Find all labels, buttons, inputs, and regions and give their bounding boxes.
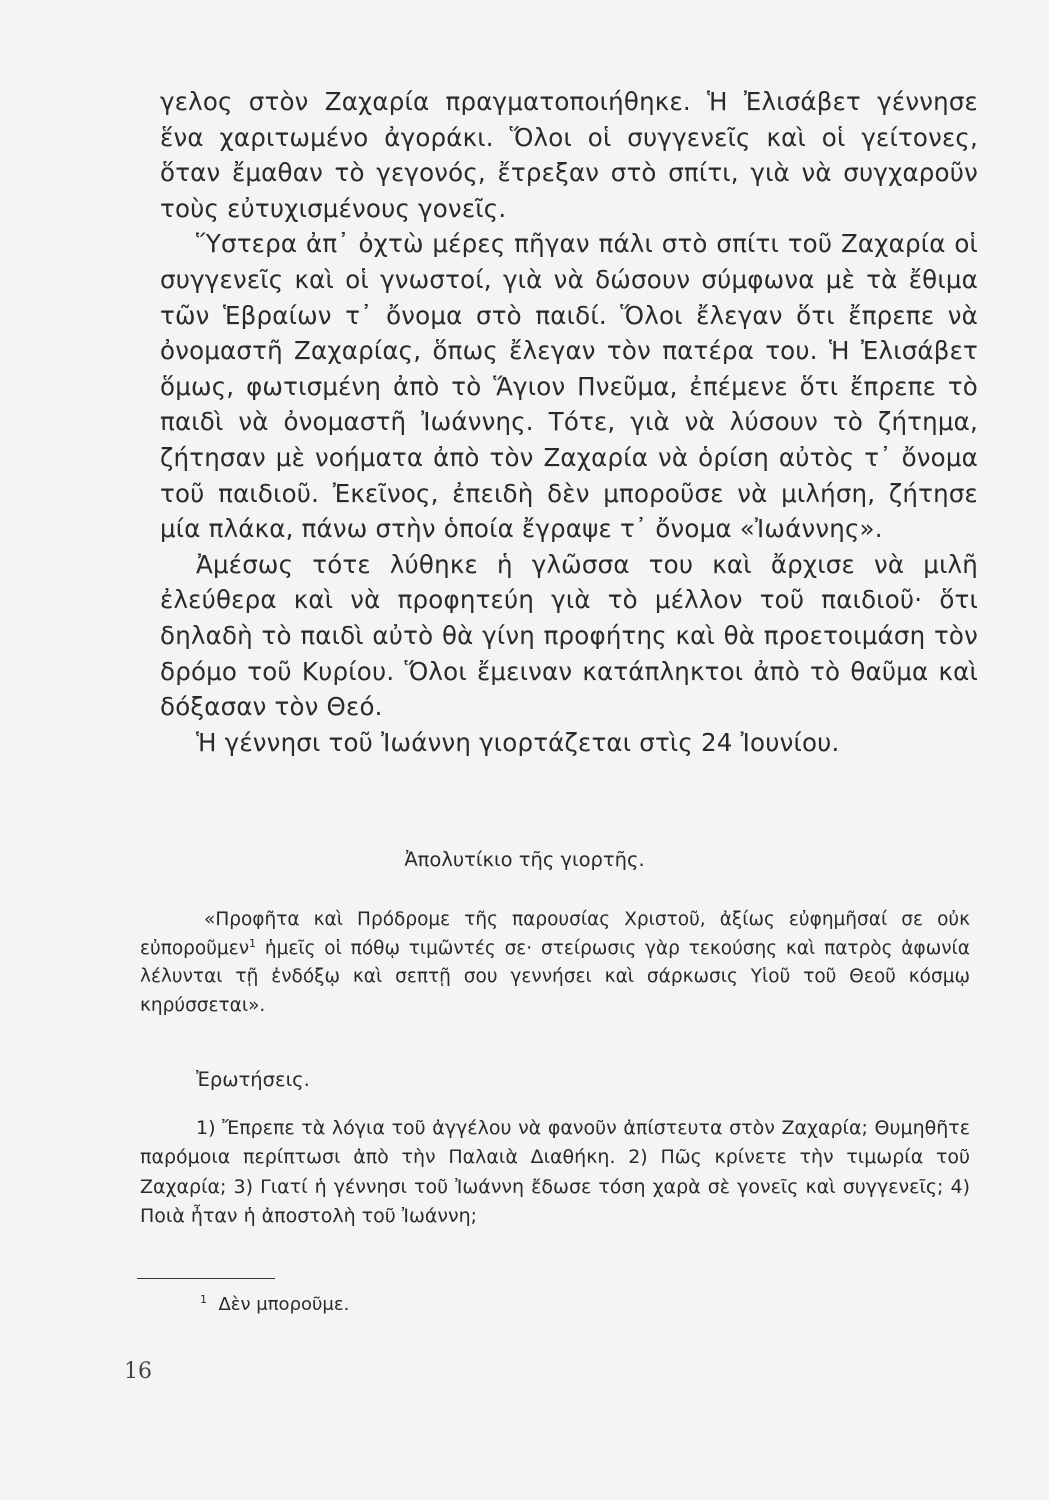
paragraph-3: Ἀμέσως τότε λύθηκε ἡ γλῶσσα του καὶ ἄρχισε νὰ μιλῆ ἐλεύθερα καὶ νὰ προφητεύη γιὰ τὸ μέλλον τοῦ παιδιοῦ· ὅτι δηλαδὴ τὸ παιδὶ αὐτὸ θὰ γίνη προφήτης καὶ θὰ προετοιμάση τὸν δρόμο τοῦ Κυρίου. Ὅλοι ἔμειναν κατάπληκτοι ἀπὸ τὸ θαῦμα καὶ δόξασαν τὸν Θεό. <box>160 549 978 722</box>
footnote <box>200 1294 349 1315</box>
hymn-heading: Ἀπολυτίκιο τῆς γιορτῆς. <box>404 848 645 871</box>
questions-text: 1) Ἔπρεπε τὰ λόγια τοῦ ἀγγέλου νὰ φανοῦν ἀπίστευτα στὸν Ζαχαρία; Θυμηθῆτε παρόμοια περίπτωσι ἀπὸ τὴν Παλαιὰ Διαθήκη. 2) Πῶς κρίνετε τὴν τιμωρία τοῦ Ζαχαρία; 3) Γιατί ἡ γέννησι τοῦ Ἰωάννη ἔδωσε τόση χαρὰ σὲ γονεῖς καὶ συγγενεῖς; 4) Ποιὰ ἦταν ἡ ἀποστολὴ τοῦ Ἰωάννη; <box>140 1117 970 1227</box>
footnote-divider <box>137 1278 275 1279</box>
page-number: 16 <box>124 1359 152 1384</box>
paragraph-1: γελος στὸν Ζαχαρία πραγματοποιήθηκε. Ἡ Ἐλισάβετ γέννησε ἕνα χαριτωμένο ἀγοράκι. Ὅλοι οἱ συγγενεῖς καὶ οἱ γείτονες, ὅταν ἔμαθαν τὸ γεγονός, ἔτρεξαν στὸ σπίτι, γιὰ νὰ συγχαροῦν τοὺς εὐτυχισμένους γονεῖς. <box>160 87 978 223</box>
footnote-mark: 1 <box>200 1293 207 1306</box>
paragraph-2: Ὕστερα ἀπ᾽ ὀχτὼ μέρες πῆγαν πάλι στὸ σπίτι τοῦ Ζαχαρία οἱ συγγενεῖς καὶ οἱ γνωστοί, γιὰ νὰ δώσουν σύμφωνα μὲ τὰ ἔθιμα τῶν Ἑβραίων τ᾽ ὄνομα στὸ παιδί. Ὅλοι ἔλεγαν ὅτι ἔπρεπε νὰ ὀνομαστῆ Ζαχαρίας, ὅπως ἔλεγαν τὸν πατέρα του. Ἡ Ἐλισάβετ ὅμως, φωτισμένη ἀπὸ τὸ Ἅγιον Πνεῦμα, ἐπέμενε ὅτι ἔπρεπε τὸ παιδὶ νὰ ὀνομαστῆ Ἰωάννης. Τότε, γιὰ νὰ λύσουν τὸ ζήτημα, ζήτησαν μὲ νοήματα ἀπὸ τὸν Ζαχαρία νὰ ὁρίση αὐτὸς τ᾽ ὄνομα τοῦ παιδιοῦ. Ἐκεῖνος, ἐπειδὴ δὲν μποροῦσε νὰ μιλήση, ζήτησε μία πλάκα, πάνω στὴν ὁποία ἔγραψε τ᾽ ὄνομα «Ἰωάννης». <box>160 229 978 544</box>
hymn-text-part-1: «Προφῆτα καὶ Πρόδρομε τῆς παρουσίας Χριστοῦ, ἀξίως εὐφημῆσαί σε οὐκ εὐποροῦμεν <box>140 909 970 959</box>
footnote-text: Δὲν μποροῦμε. <box>218 1294 350 1315</box>
footnote-reference: 1 <box>249 936 257 950</box>
paragraph-4: Ἡ γέννησι τοῦ Ἰωάννη γιορτάζεται στὶς 24 Ἰουνίου. <box>196 727 840 757</box>
main-text <box>160 84 978 760</box>
hymn-text-part-2: ἡμεῖς οἱ πόθῳ τιμῶντές σε· στείρωσις γὰρ τεκούσης καὶ πατρὸς ἀφωνία λέλυνται τῇ ἐνδόξῳ καὶ σεπτῇ σου γεννήσει καὶ σάρκωσις Υἱοῦ τοῦ Θεοῦ κόσμῳ κηρύσσεται». <box>140 937 970 1016</box>
hymn-text <box>140 906 970 1020</box>
questions-heading: Ἐρωτήσεις. <box>196 1068 310 1091</box>
